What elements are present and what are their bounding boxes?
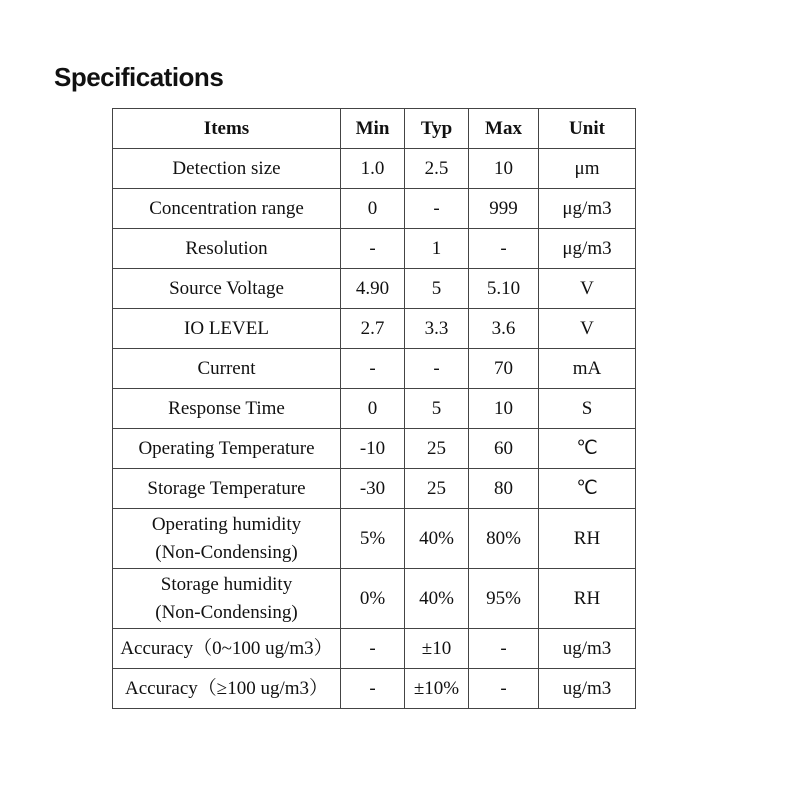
unit-cell: ℃ xyxy=(539,429,636,469)
min-cell: 2.7 xyxy=(341,309,405,349)
unit-cell: V xyxy=(539,309,636,349)
table-row xyxy=(113,569,636,629)
table-row xyxy=(113,189,636,229)
header-max: Max xyxy=(469,109,539,149)
max-cell: 10 xyxy=(469,389,539,429)
unit-cell: ℃ xyxy=(539,469,636,509)
min-cell: - xyxy=(341,629,405,669)
item-cell: Resolution xyxy=(113,229,341,269)
typ-cell: 40% xyxy=(405,569,469,629)
max-cell: 60 xyxy=(469,429,539,469)
max-cell: 5.10 xyxy=(469,269,539,309)
max-cell: 3.6 xyxy=(469,309,539,349)
table-row xyxy=(113,149,636,189)
min-cell: 5% xyxy=(341,509,405,569)
typ-cell: 1 xyxy=(405,229,469,269)
table-row xyxy=(113,309,636,349)
specifications-table xyxy=(112,108,636,709)
unit-cell: S xyxy=(539,389,636,429)
min-cell: - xyxy=(341,229,405,269)
typ-cell: ±10 xyxy=(405,629,469,669)
unit-cell: μg/m3 xyxy=(539,229,636,269)
typ-cell: 40% xyxy=(405,509,469,569)
table-row xyxy=(113,629,636,669)
header-items: Items xyxy=(113,109,341,149)
min-cell: 0% xyxy=(341,569,405,629)
unit-cell: RH xyxy=(539,569,636,629)
max-cell: - xyxy=(469,229,539,269)
item-cell: IO LEVEL xyxy=(113,309,341,349)
unit-cell: RH xyxy=(539,509,636,569)
min-cell: - xyxy=(341,349,405,389)
item-cell: Operating humidity (Non-Condensing) xyxy=(113,509,341,569)
item-cell: Detection size xyxy=(113,149,341,189)
max-cell: 80% xyxy=(469,509,539,569)
page-title: Specifications xyxy=(54,62,224,92)
item-cell: Current xyxy=(113,349,341,389)
typ-cell: 2.5 xyxy=(405,149,469,189)
min-cell: 0 xyxy=(341,389,405,429)
header-unit: Unit xyxy=(539,109,636,149)
max-cell: 80 xyxy=(469,469,539,509)
item-cell: Accuracy（≥100 ug/m3） xyxy=(113,669,341,709)
max-cell: - xyxy=(469,629,539,669)
item-cell: Response Time xyxy=(113,389,341,429)
unit-cell: μm xyxy=(539,149,636,189)
min-cell: -30 xyxy=(341,469,405,509)
header-typ: Typ xyxy=(405,109,469,149)
typ-cell: - xyxy=(405,189,469,229)
item-cell: Operating Temperature xyxy=(113,429,341,469)
unit-cell: ug/m3 xyxy=(539,669,636,709)
table-row xyxy=(113,429,636,469)
max-cell: 999 xyxy=(469,189,539,229)
typ-cell: - xyxy=(405,349,469,389)
typ-cell: 5 xyxy=(405,389,469,429)
max-cell: 70 xyxy=(469,349,539,389)
table-row xyxy=(113,669,636,709)
header-min: Min xyxy=(341,109,405,149)
min-cell: -10 xyxy=(341,429,405,469)
unit-cell: ug/m3 xyxy=(539,629,636,669)
item-cell: Storage humidity (Non-Condensing) xyxy=(113,569,341,629)
typ-cell: ±10% xyxy=(405,669,469,709)
max-cell: 95% xyxy=(469,569,539,629)
item-cell: Source Voltage xyxy=(113,269,341,309)
max-cell: 10 xyxy=(469,149,539,189)
item-cell: Storage Temperature xyxy=(113,469,341,509)
table-row xyxy=(113,349,636,389)
item-cell: Accuracy（0~100 ug/m3） xyxy=(113,629,341,669)
table-row xyxy=(113,269,636,309)
typ-cell: 5 xyxy=(405,269,469,309)
table-row xyxy=(113,509,636,569)
typ-cell: 25 xyxy=(405,429,469,469)
table-row xyxy=(113,229,636,269)
min-cell: - xyxy=(341,669,405,709)
min-cell: 1.0 xyxy=(341,149,405,189)
unit-cell: V xyxy=(539,269,636,309)
unit-cell: μg/m3 xyxy=(539,189,636,229)
typ-cell: 3.3 xyxy=(405,309,469,349)
item-cell: Concentration range xyxy=(113,189,341,229)
unit-cell: mA xyxy=(539,349,636,389)
table-row xyxy=(113,389,636,429)
table-row xyxy=(113,469,636,509)
min-cell: 0 xyxy=(341,189,405,229)
table-header-row xyxy=(113,109,636,149)
max-cell: - xyxy=(469,669,539,709)
min-cell: 4.90 xyxy=(341,269,405,309)
typ-cell: 25 xyxy=(405,469,469,509)
